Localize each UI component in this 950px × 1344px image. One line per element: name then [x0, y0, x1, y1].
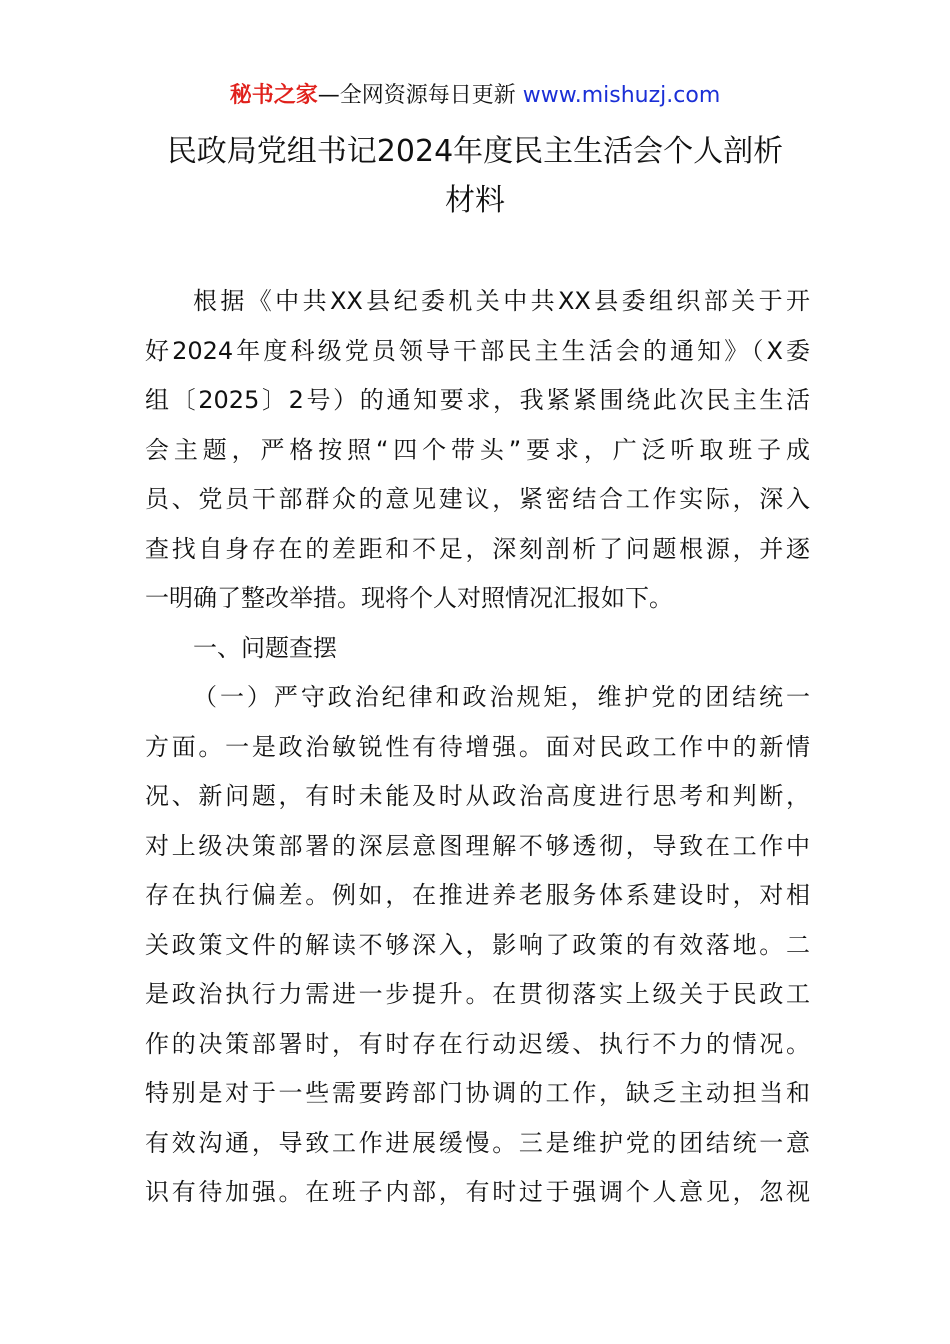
body-line: 存在执行偏差。例如，在推进养老服务体系建设时，对相	[145, 881, 810, 909]
site-tagline: —全网资源每日更新	[317, 83, 523, 108]
body-line: 一明确了整改举措。现将个人对照情况汇报如下。	[145, 584, 673, 612]
body-line: 根据《中共XX县纪委机关中共XX县委组织部关于开	[193, 287, 810, 315]
body-line: 组〔2025〕2号）的通知要求，我紧紧围绕此次民主生活	[145, 386, 810, 414]
site-url-link[interactable]: www.mishuzj.com	[522, 83, 721, 108]
body-line: 好2024年度科级党员领导干部民主生活会的通知》（X委	[145, 336, 810, 365]
body-line: 况、新问题，有时未能及时从政治高度进行思考和判断，	[145, 782, 810, 810]
title-line-2: 材料	[445, 183, 505, 218]
title-line-1: 民政局党组书记2024年度民主生活会个人剖析	[166, 134, 784, 169]
document-title	[100, 127, 850, 225]
body-line: 会主题，严格按照“四个带头”要求，广泛听取班子成	[145, 435, 810, 464]
section-heading: 一、问题查摆	[193, 633, 337, 662]
body-line: 作的决策部署时，有时存在行动迟缓、执行不力的情况。	[145, 1029, 810, 1058]
site-brand: 秘书之家	[229, 83, 318, 108]
body-line: 查找自身存在的差距和不足，深刻剖析了问题根源，并逐	[145, 534, 810, 563]
document-body	[145, 277, 810, 1218]
body-line: 有效沟通，导致工作进展缓慢。三是维护党的团结统一意	[145, 1128, 810, 1157]
body-line: 关政策文件的解读不够深入，影响了政策的有效落地。二	[145, 930, 810, 959]
body-line: 识有待加强。在班子内部，有时过于强调个人意见，忽视	[145, 1178, 810, 1206]
body-line: 方面。一是政治敏锐性有待增强。面对民政工作中的新情	[145, 732, 810, 761]
site-header	[0, 80, 950, 112]
body-line: 特别是对于一些需要跨部门协调的工作，缺乏主动担当和	[145, 1079, 810, 1107]
body-line: 是政治执行力需进一步提升。在贯彻落实上级关于民政工	[145, 980, 810, 1008]
body-line: 员、党员干部群众的意见建议，紧密结合工作实际，深入	[145, 485, 810, 513]
body-line: （一）严守政治纪律和政治规矩，维护党的团结统一	[193, 683, 810, 711]
body-line: 对上级决策部署的深层意图理解不够透彻，导致在工作中	[145, 831, 810, 860]
